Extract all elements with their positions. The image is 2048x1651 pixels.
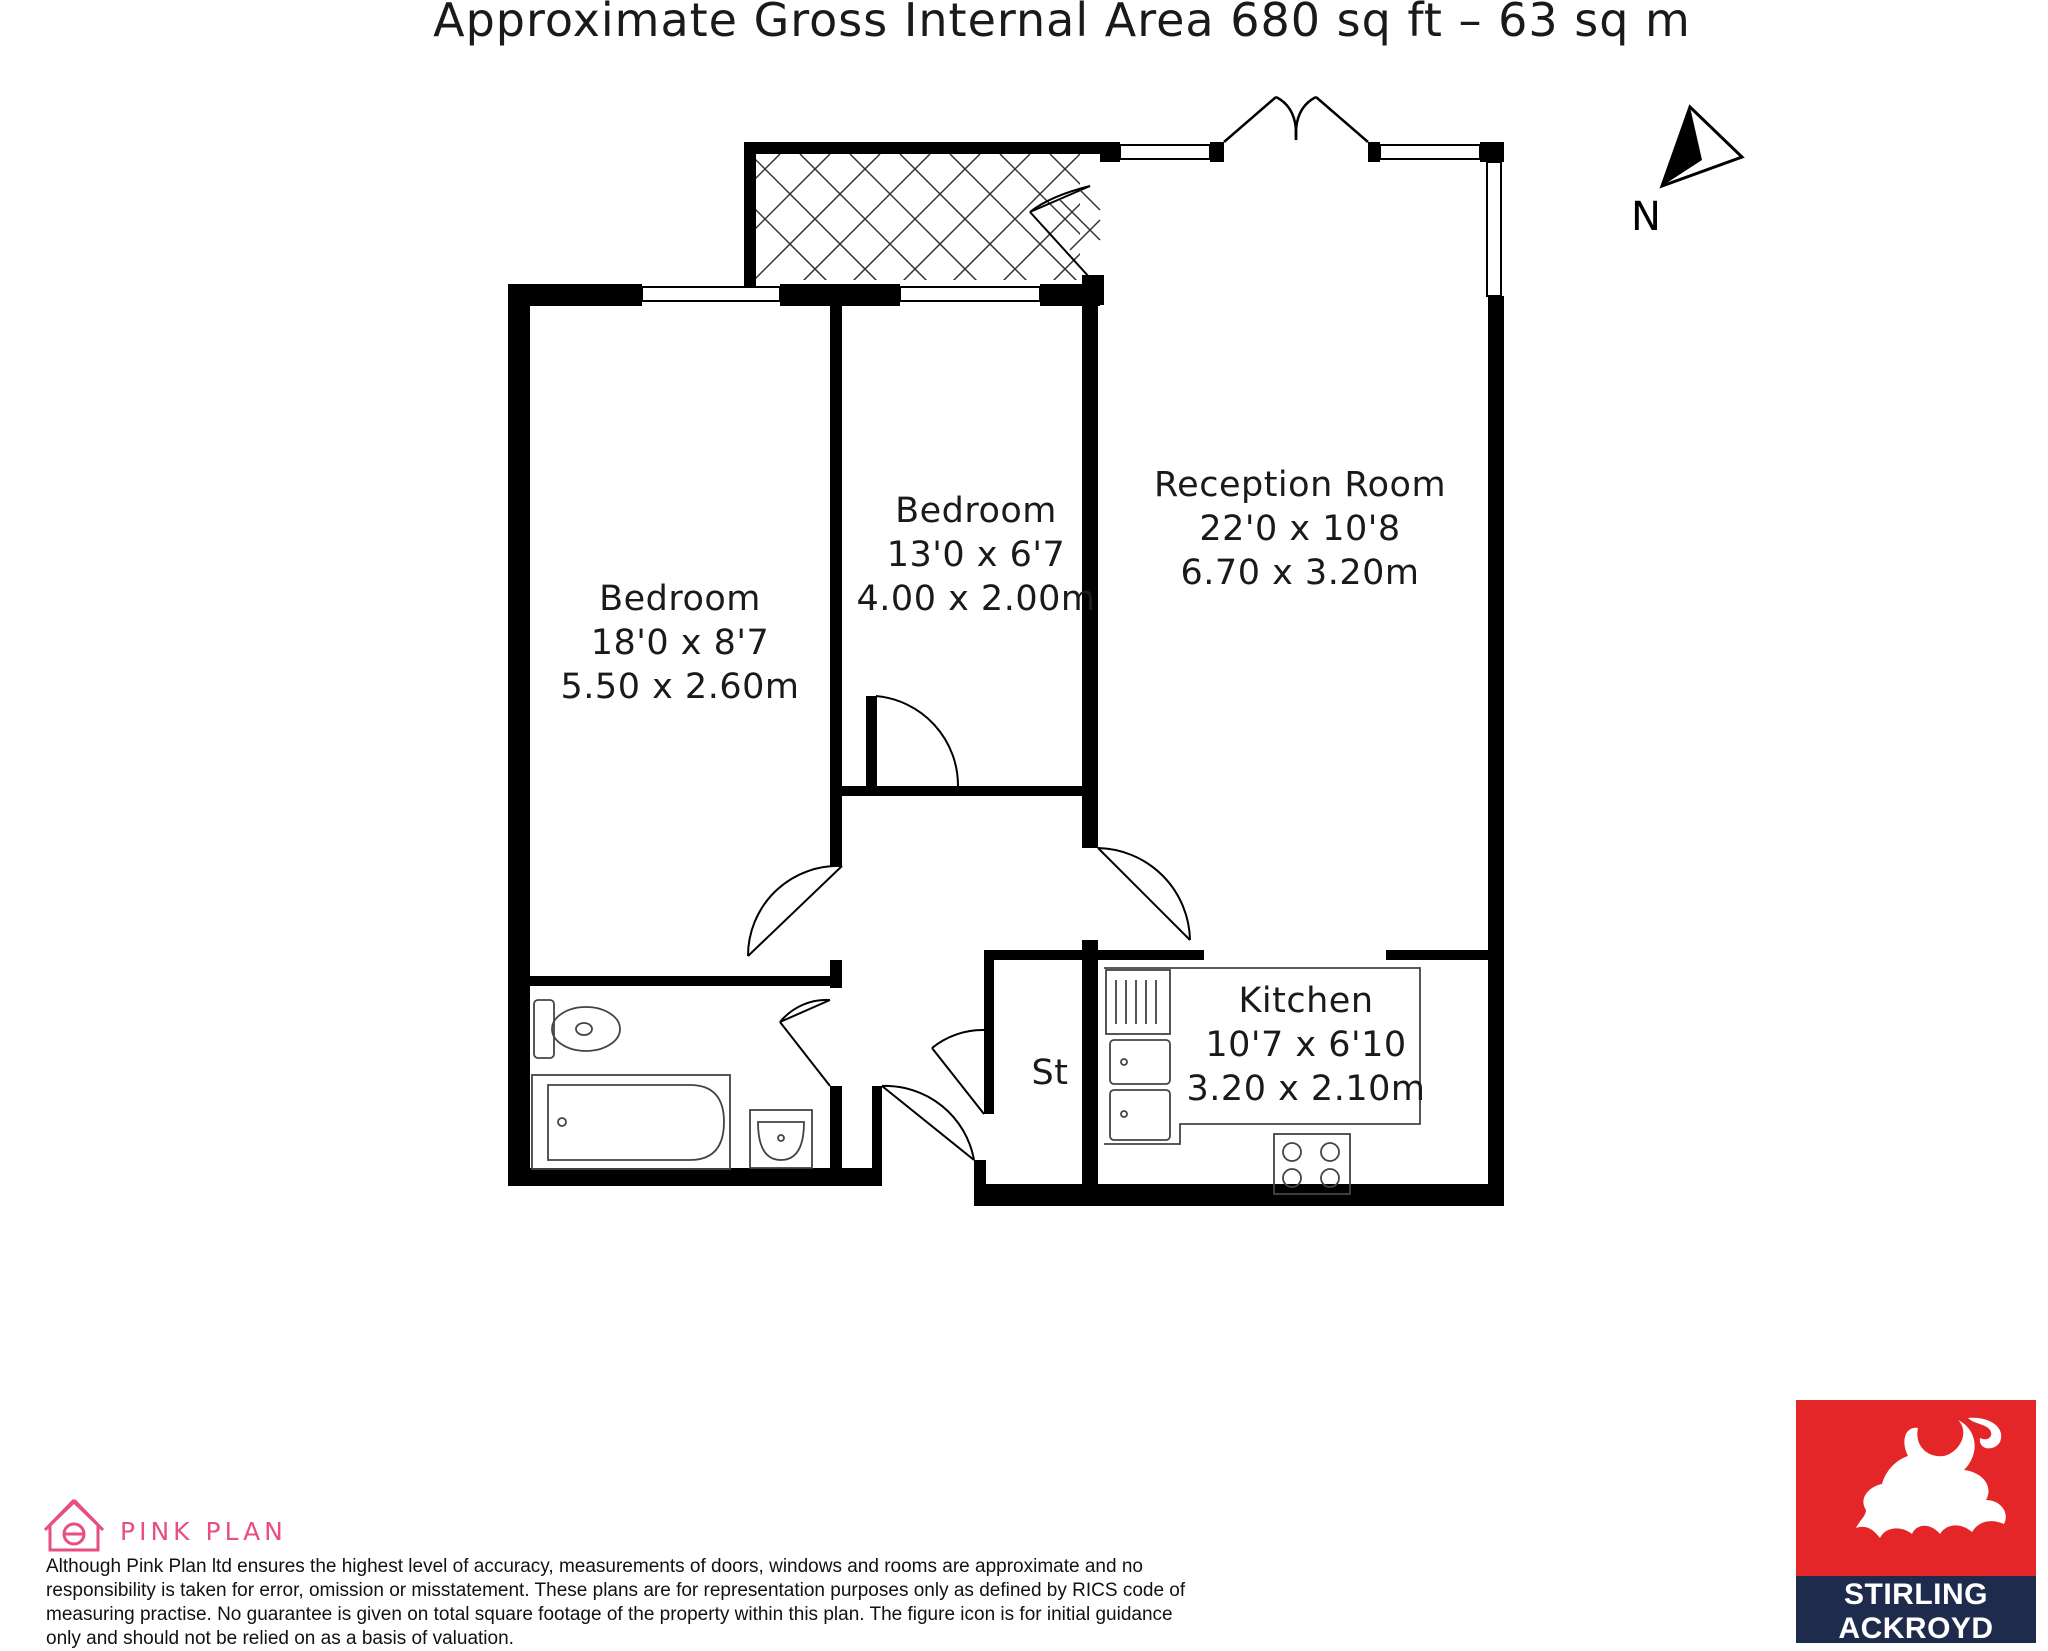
pink-plan-logo (45, 1500, 287, 1550)
disclaimer-text: Although Pink Plan ltd ensures the highest level of accuracy, measurements of doors, windows and rooms are approximate and no responsibility is taken for error, omission or misstatement. These plans are for representation purposes only as defined by RICS code of measuring practise. No guarantee is given on total square footage of the property within this plan. The figure icon is for initial guidance only and should not be relied on as a basis of valuation. (46, 1556, 1186, 1649)
area-title: Approximate Gross Internal Area 680 sq ft – 63 sq m (433, 0, 1691, 47)
room-name: Bedroom (599, 579, 761, 619)
room-label-kitchen (1187, 981, 1426, 1109)
room-label-store: St (1031, 1053, 1069, 1093)
room-imperial: 13'0 x 6'7 (886, 535, 1066, 575)
sink-secondary (1110, 1090, 1170, 1140)
house-logo-icon (45, 1500, 103, 1550)
room-metric: 5.50 x 2.60m (560, 667, 800, 707)
agent-line2: ACKROYD (1838, 1612, 1994, 1643)
bathtub (532, 1075, 730, 1169)
room-name: Reception Room (1153, 465, 1447, 505)
balcony (650, 142, 1230, 288)
room-label-reception (1154, 465, 1446, 593)
room-label-bedroom-1 (561, 579, 800, 707)
brand-name: PINK PLAN (120, 1517, 287, 1546)
stirling-ackroyd-logo (1796, 1400, 2036, 1643)
balcony-door (1224, 97, 1368, 142)
room-metric: 6.70 x 3.20m (1180, 553, 1420, 593)
toilet-bowl (552, 1007, 620, 1051)
room-metric: 3.20 x 2.10m (1186, 1069, 1426, 1109)
agent-line1: STIRLING (1844, 1578, 1988, 1611)
doors (748, 186, 1190, 1160)
room-metric: 4.00 x 2.00m (856, 579, 1096, 619)
room-imperial: 22'0 x 10'8 (1199, 509, 1401, 549)
bathroom-fixtures (532, 1000, 812, 1169)
room-label-bedroom-2 (857, 491, 1096, 619)
room-name: Kitchen (1238, 981, 1374, 1021)
room-name: Bedroom (895, 491, 1057, 531)
sink (1110, 1040, 1170, 1084)
windows (642, 145, 1501, 301)
room-imperial: 18'0 x 8'7 (590, 623, 770, 663)
toilet-cistern (534, 1000, 554, 1058)
compass-label: N (1631, 194, 1661, 240)
room-imperial: 10'7 x 6'10 (1205, 1025, 1407, 1065)
north-arrow-icon (1631, 107, 1742, 240)
